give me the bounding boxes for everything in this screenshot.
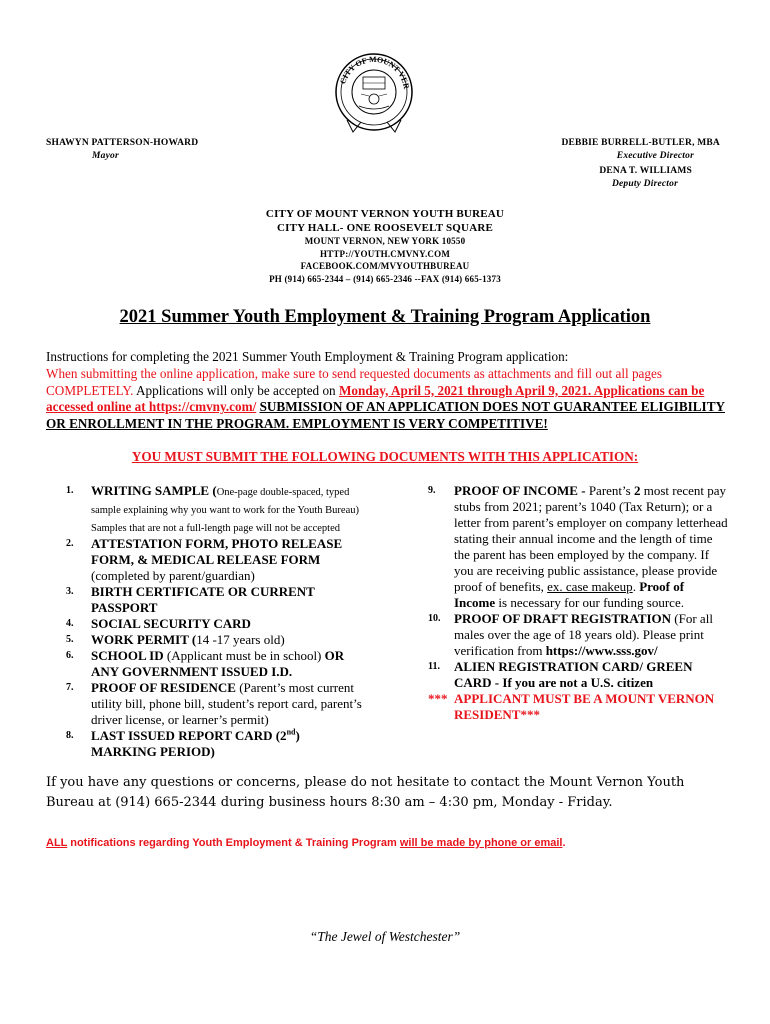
city-seal xyxy=(333,50,415,136)
mayor-name: SHAWYN PATTERSON-HOWARD xyxy=(46,138,199,148)
city-motto: “The Jewel of Westchester” xyxy=(309,929,461,944)
bureau-website: HTTP://YOUTH.CMVNY.COM xyxy=(319,248,451,259)
list-item: 6. SCHOOL ID (Applicant must be in school) OR ANY GOVERNMENT ISSUED I.D. xyxy=(66,648,345,680)
page-title: 2021 Summer Youth Employment & Training Program Application xyxy=(119,307,651,327)
instructions xyxy=(46,349,736,433)
seal-ring-text: CITY OF MOUNT VER xyxy=(338,54,411,90)
bureau-city: MOUNT VERNON, NEW YORK 10550 xyxy=(304,236,466,246)
notification-line: ALL notifications regarding Youth Employment & Training Program will be made by phone or email. xyxy=(46,837,566,849)
bureau-address xyxy=(0,207,770,285)
instructions-accepted-text: Applications will only be accepted on xyxy=(133,382,339,398)
executive-director-name: DEBBIE BURRELL-BUTLER, MBA xyxy=(561,138,720,148)
must-submit-heading: YOU MUST SUBMIT THE FOLLOWING DOCUMENTS WITH THIS APPLICATION: xyxy=(131,449,639,464)
bureau-name: CITY OF MOUNT VERNON YOUTH BUREAU xyxy=(265,208,505,220)
list-item: 10. PROOF OF DRAFT REGISTRATION (For all males over the age of 18 years old). Please print verification from https://www.sss.gov/ xyxy=(428,611,713,658)
mayor-block xyxy=(46,138,198,161)
eligibility-warning: SUBMISSION OF AN APPLICATION DOES NOT GUARANTEE ELIGIBILITY OR ENROLLMENT IN THE PROGRAM. EMPLOYMENT IS VERY COMPETITIVE! xyxy=(46,399,726,432)
bureau-facebook: FACEBOOK.COM/MVYOUTHBUREAU xyxy=(300,261,470,271)
instructions-red-text: When submitting the online application, make sure to send requested documents as attachments and fill out all pages COMPLETELY. xyxy=(46,365,662,398)
application-dates[interactable]: Monday, April 5, 2021 through April 9, 2021. Applications can be accessed online at https://cmvny.com/ xyxy=(46,382,705,415)
resident-requirement: *** APPLICANT MUST BE A MOUNT VERNON RESIDENT*** xyxy=(428,691,715,722)
executive-director-title: Executive Director xyxy=(616,151,694,161)
documents-list-right xyxy=(428,483,728,723)
list-item: 3. BIRTH CERTIFICATE OR CURRENT PASSPORT xyxy=(66,584,315,616)
list-item: 4. SOCIAL SECURITY CARD xyxy=(66,616,251,632)
list-item: 8. LAST ISSUED REPORT CARD (2nd) MARKING PERIOD) xyxy=(66,728,300,760)
list-item: 9. PROOF OF INCOME - Parent’s 2 most recent pay stubs from 2021; parent’s 1040 (Tax Return); or a letter from parent’s employer on company letterhead stating their annual income and the length of time the parent has been employed by the company. If you are receiving public assistance, please provide proof of benefits, ex. case makeup. Proof of Income is necessary for our funding source. xyxy=(428,483,728,610)
documents-list-left xyxy=(66,483,366,760)
directors-block xyxy=(500,138,720,189)
list-item: 7. PROOF OF RESIDENCE (Parent’s most current utility bill, phone bill, student’s report card, parent’s driver license, or learner’s permit) xyxy=(66,680,362,728)
list-item: 11. ALIEN REGISTRATION CARD/ GREEN CARD - If you are not a U.S. citizen xyxy=(428,659,693,690)
deputy-director-name: DENA T. WILLIAMS xyxy=(599,166,692,176)
sss-link[interactable]: https://www.sss.gov/ xyxy=(545,643,658,658)
bureau-phone: PH (914) 665-2344 – (914) 665-2346 --FAX (914) 665-1373 xyxy=(269,273,501,284)
list-item: 1. WRITING SAMPLE (One-page double-spaced, typed sample explaining why you want to work for the Youth Bureau) Samples that are not a full-length page will not be accepted xyxy=(66,483,360,534)
bureau-location: CITY HALL- ONE ROOSEVELT SQUARE xyxy=(276,222,494,234)
contact-paragraph: If you have any questions or concerns, please do not hesitate to contact the Mount Vernon Youth Bureau at (914) 665-2344 during business hours 8:30 am – 4:30 pm, Monday - Friday. xyxy=(46,775,685,810)
deputy-director-title: Deputy Director xyxy=(611,179,678,189)
list-item: 5. WORK PERMIT (14 -17 years old) xyxy=(66,632,285,648)
instructions-intro: Instructions for completing the 2021 Summer Youth Employment & Training Program application: xyxy=(46,349,569,364)
mayor-title: Mayor xyxy=(92,151,119,161)
list-item: 2. ATTESTATION FORM, PHOTO RELEASE FORM, & MEDICAL RELEASE FORM (completed by parent/guardian) xyxy=(66,536,343,584)
